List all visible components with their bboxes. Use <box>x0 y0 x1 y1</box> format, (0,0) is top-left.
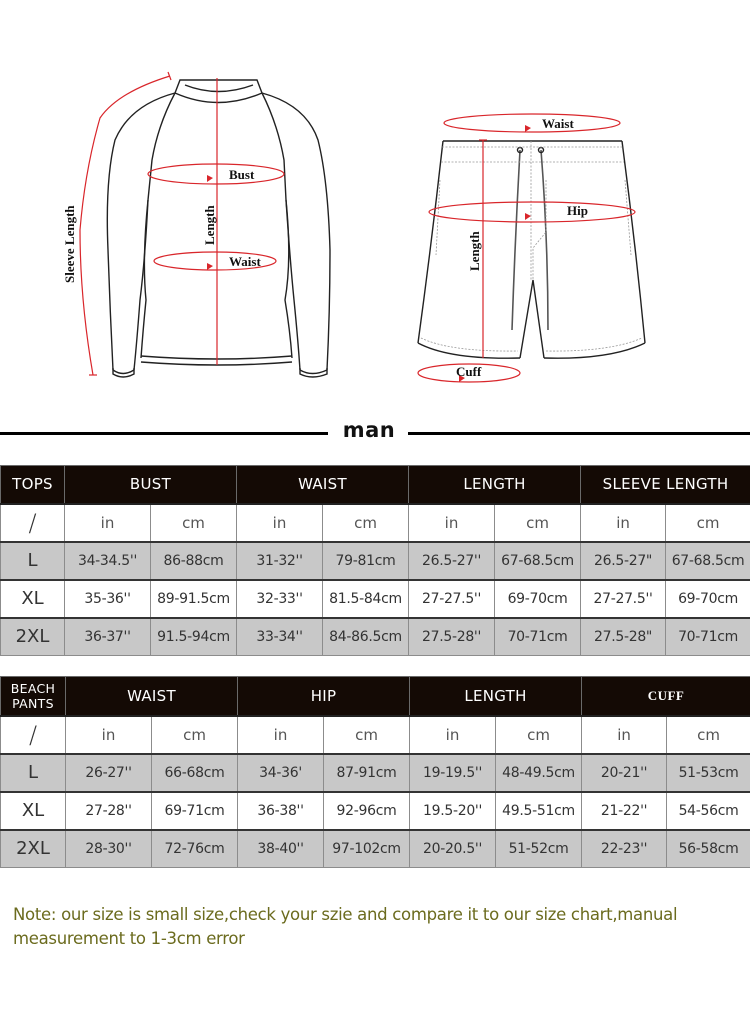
unit-slash: / <box>1 716 66 754</box>
tops-group-sleeve-length: SLEEVE LENGTH <box>581 466 750 504</box>
size-label: XL <box>1 792 66 830</box>
hip-cm: 97-102cm <box>324 830 410 868</box>
unit-cm: cm <box>151 504 237 542</box>
size-label: L <box>1 542 65 580</box>
pants-corner-label-line2: PANTS <box>12 695 54 711</box>
size-note <box>13 903 743 951</box>
sleeve-cm: 70-71cm <box>666 618 750 656</box>
title-divider-right <box>408 432 750 435</box>
table-row <box>1 792 750 830</box>
waist-in: 27-28'' <box>66 792 152 830</box>
top-waist-label: Waist <box>229 254 261 269</box>
sleeve-cm: 69-70cm <box>666 580 750 618</box>
bust-cm: 86-88cm <box>151 542 237 580</box>
waist-cm: 66-68cm <box>152 754 238 792</box>
table-row <box>1 618 750 656</box>
sleeve-cm: 67-68.5cm <box>666 542 750 580</box>
unit-in: in <box>66 716 152 754</box>
unit-cm: cm <box>152 716 238 754</box>
tops-group-bust: BUST <box>65 466 237 504</box>
tops-size-table <box>0 465 750 656</box>
length-cm: 48-49.5cm <box>496 754 582 792</box>
section-title: man <box>342 418 396 442</box>
waist-in: 31-32'' <box>237 542 323 580</box>
sleeve-in: 27.5-28" <box>581 618 666 656</box>
pants-group-cuff: CUFF <box>582 677 750 716</box>
pants-stitching <box>421 141 642 351</box>
length-in: 27.5-28'' <box>409 618 495 656</box>
waist-in: 32-33'' <box>237 580 323 618</box>
unit-in: in <box>65 504 151 542</box>
sleeve-length-label: Sleeve Length <box>62 205 77 283</box>
length-cm: 67-68.5cm <box>495 542 581 580</box>
size-label: XL <box>1 580 65 618</box>
length-cm: 51-52cm <box>496 830 582 868</box>
waist-in: 26-27'' <box>66 754 152 792</box>
section-title-row <box>0 418 750 448</box>
unit-slash: / <box>1 504 65 542</box>
cuff-in: 22-23'' <box>582 830 667 868</box>
hip-cm: 92-96cm <box>324 792 410 830</box>
hip-in: 38-40'' <box>238 830 324 868</box>
waist-cm: 84-86.5cm <box>323 618 409 656</box>
pants-unit-row <box>1 716 750 754</box>
unit-in: in <box>409 504 495 542</box>
pants-corner-label <box>1 677 66 716</box>
length-in: 20-20.5'' <box>410 830 496 868</box>
pants-header-row <box>1 677 750 716</box>
bust-label: Bust <box>229 167 255 182</box>
length-in: 19-19.5'' <box>410 754 496 792</box>
bust-in: 36-37'' <box>65 618 151 656</box>
garment-illustration <box>0 0 750 400</box>
length-cm: 69-70cm <box>495 580 581 618</box>
tops-unit-row <box>1 504 750 542</box>
waist-cm: 69-71cm <box>152 792 238 830</box>
cuff-cm: 54-56cm <box>667 792 750 830</box>
size-note-line1: Note: our size is small size,check your szie and compare it to our size chart,manual <box>13 905 678 924</box>
length-in: 26.5-27'' <box>409 542 495 580</box>
hip-cm: 87-91cm <box>324 754 410 792</box>
beach-pants-size-table <box>0 676 750 868</box>
size-label: 2XL <box>1 618 65 656</box>
size-label: 2XL <box>1 830 66 868</box>
cuff-in: 20-21'' <box>582 754 667 792</box>
title-divider-left <box>0 432 328 435</box>
cuff-in: 21-22'' <box>582 792 667 830</box>
unit-in: in <box>582 716 667 754</box>
unit-in: in <box>581 504 666 542</box>
unit-cm: cm <box>495 504 581 542</box>
pants-group-hip: HIP <box>238 677 410 716</box>
top-garment-outline <box>107 80 330 377</box>
table-row <box>1 754 750 792</box>
unit-in: in <box>410 716 496 754</box>
unit-in: in <box>237 504 323 542</box>
unit-cm: cm <box>323 504 409 542</box>
sleeve-in: 27-27.5'' <box>581 580 666 618</box>
length-in: 19.5-20'' <box>410 792 496 830</box>
hip-label: Hip <box>567 203 588 218</box>
bust-cm: 89-91.5cm <box>151 580 237 618</box>
tops-group-waist: WAIST <box>237 466 409 504</box>
bust-in: 35-36'' <box>65 580 151 618</box>
tops-header-row <box>1 466 750 504</box>
garment-diagrams <box>0 0 750 400</box>
tops-corner-label: TOPS <box>1 466 65 504</box>
length-in: 27-27.5'' <box>409 580 495 618</box>
waist-cm: 72-76cm <box>152 830 238 868</box>
tops-group-length: LENGTH <box>409 466 581 504</box>
cuff-cm: 56-58cm <box>667 830 750 868</box>
table-row <box>1 580 750 618</box>
cuff-cm: 51-53cm <box>667 754 750 792</box>
pants-group-waist: WAIST <box>66 677 238 716</box>
unit-cm: cm <box>324 716 410 754</box>
length-cm: 49.5-51cm <box>496 792 582 830</box>
top-length-label: Length <box>202 205 217 245</box>
unit-in: in <box>238 716 324 754</box>
waist-in: 33-34'' <box>237 618 323 656</box>
table-row <box>1 542 750 580</box>
pants-corner-label-line1: BEACH <box>10 680 56 696</box>
hip-in: 36-38'' <box>238 792 324 830</box>
pants-length-label: Length <box>467 231 482 271</box>
table-row <box>1 830 750 868</box>
cuff-label: Cuff <box>456 364 482 379</box>
pants-measure-lines <box>418 114 635 382</box>
sleeve-in: 26.5-27" <box>581 542 666 580</box>
bust-cm: 91.5-94cm <box>151 618 237 656</box>
bust-in: 34-34.5'' <box>65 542 151 580</box>
pants-waist-label: Waist <box>542 116 574 131</box>
waist-cm: 81.5-84cm <box>323 580 409 618</box>
hip-in: 34-36' <box>238 754 324 792</box>
length-cm: 70-71cm <box>495 618 581 656</box>
size-note-line2: measurement to 1-3cm error <box>13 929 245 948</box>
size-label: L <box>1 754 66 792</box>
unit-cm: cm <box>667 716 750 754</box>
waist-in: 28-30'' <box>66 830 152 868</box>
pants-group-length: LENGTH <box>410 677 582 716</box>
waist-cm: 79-81cm <box>323 542 409 580</box>
unit-cm: cm <box>666 504 750 542</box>
pants-garment-outline <box>418 141 645 358</box>
unit-cm: cm <box>496 716 582 754</box>
